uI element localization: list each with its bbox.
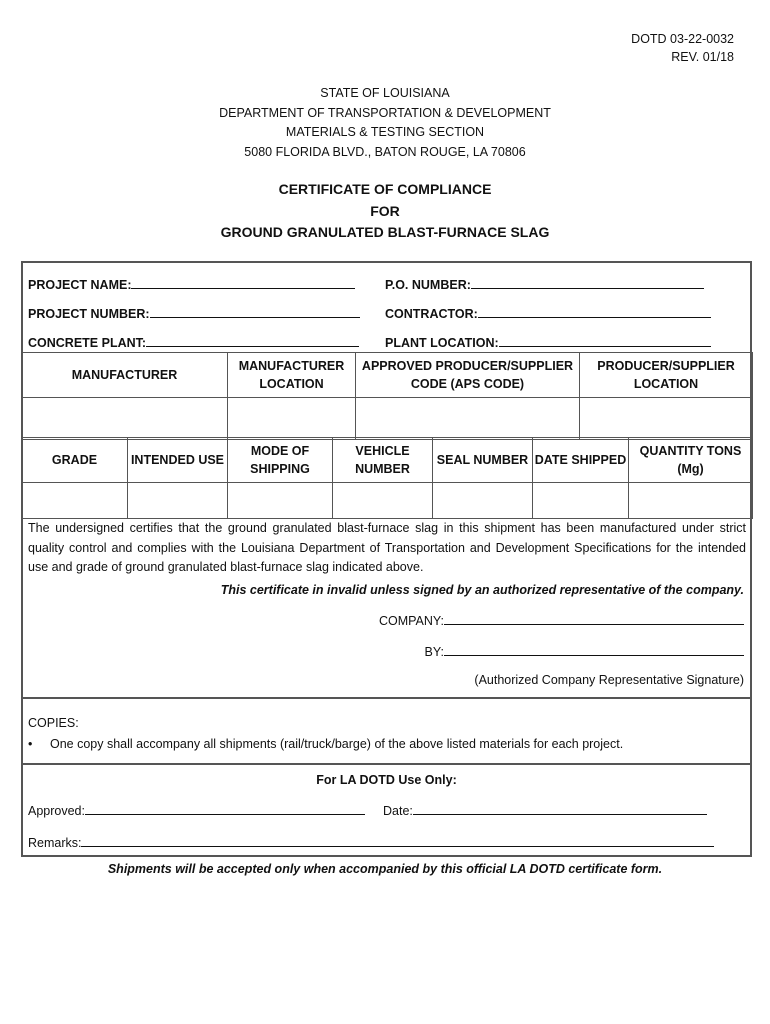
project-number-input[interactable] [150,305,360,318]
company-label: COMPANY: [378,614,444,628]
copies-label: COPIES: [28,716,79,730]
po-number-input[interactable] [471,276,704,289]
mode-of-shipping-cell[interactable] [228,483,333,519]
company-input[interactable] [444,612,744,625]
manufacturer-cell[interactable] [22,398,228,440]
title-line: GROUND GRANULATED BLAST-FURNACE SLAG [220,224,550,240]
signature-input[interactable] [444,643,744,656]
table-header: MODE OF SHIPPING [228,438,333,483]
dotd-use-title: For LA DOTD Use Only: [316,773,457,787]
po-number-field[interactable] [385,276,704,292]
contractor-label: CONTRACTOR: [385,307,478,321]
manufacturer-location-cell[interactable] [228,398,356,440]
title-line: CERTIFICATE OF COMPLIANCE [278,181,492,197]
vehicle-number-cell[interactable] [333,483,433,519]
form-identifier [631,30,734,66]
date-input[interactable] [413,802,707,815]
section-divider [21,763,752,765]
agency-line: STATE OF LOUISIANA [320,86,450,100]
form-number: DOTD 03-22-0032 [631,32,734,46]
table-header: MANUFACTURER LOCATION [228,353,356,398]
approved-field[interactable] [28,802,365,818]
contractor-field[interactable] [385,305,711,321]
plant-location-field[interactable] [385,334,711,350]
agency-line: DEPARTMENT OF TRANSPORTATION & DEVELOPMENT [219,105,551,120]
seal-number-cell[interactable] [433,483,533,519]
date-label: Date: [383,804,413,818]
by-label: BY: [424,645,444,659]
concrete-plant-input[interactable] [146,334,359,347]
project-number-field[interactable] [28,305,360,321]
remarks-input[interactable] [81,834,714,847]
plant-location-input[interactable] [499,334,711,347]
footer-note: Shipments will be accepted only when accompanied by this official LA DOTD certificate form. [107,862,663,876]
producer-location-cell[interactable] [580,398,753,440]
table-header-row [22,438,753,483]
by-field[interactable] [425,643,744,659]
bullet-icon: • [28,737,33,751]
project-name-label: PROJECT NAME: [28,278,132,292]
plant-location-label: PLANT LOCATION: [385,336,499,350]
form-revision: REV. 01/18 [671,50,734,64]
signature-caption: (Authorized Company Representative Signature) [474,673,744,687]
date-shipped-cell[interactable] [533,483,629,519]
approved-label: Approved: [28,804,85,818]
aps-code-cell[interactable] [356,398,580,440]
grade-cell[interactable] [22,483,128,519]
certification-text: The undersigned certifies that the ground granulated blast-furnace slag in this shipment has been manufactured under strict quality control and complies with the Louisiana Department of Transportation and Development Specifications for the intended use and grade of ground granulated blast-furnace slag indicated above. [28,521,746,574]
section-divider [21,697,752,699]
title-line: FOR [370,202,400,219]
approved-input[interactable] [85,802,365,815]
table-header: INTENDED USE [128,438,228,483]
quantity-cell[interactable] [629,483,753,519]
agency-line: 5080 FLORIDA BLVD., BATON ROUGE, LA 70806 [244,144,526,159]
copies-bullet [28,734,623,755]
table-header: APPROVED PRODUCER/SUPPLIER CODE (APS CODE) [356,353,580,398]
remarks-field[interactable] [28,834,714,850]
table-header: PRODUCER/SUPPLIER LOCATION [580,353,753,398]
table-header-row [22,353,753,398]
form-title [0,179,770,244]
table-header: DATE SHIPPED [533,438,629,483]
table-row [22,483,753,519]
table-header: SEAL NUMBER [433,438,533,483]
project-number-label: PROJECT NUMBER: [28,307,150,321]
concrete-plant-field[interactable] [28,334,359,350]
table-header: QUANTITY TONS (Mg) [629,438,753,483]
project-name-input[interactable] [131,276,355,289]
concrete-plant-label: CONCRETE PLANT: [28,336,147,350]
agency-address [0,84,770,162]
shipment-table [21,437,753,519]
table-header: VEHICLE NUMBER [333,438,433,483]
manufacturer-table [21,352,753,440]
copies-bullet-text: One copy shall accompany all shipments (rail/truck/barge) of the above listed materials for each project. [50,737,624,751]
table-header: MANUFACTURER [22,353,228,398]
certification-note: This certificate in invalid unless signed by an authorized representative of the company. [220,583,744,597]
intended-use-cell[interactable] [128,483,228,519]
contractor-input[interactable] [478,305,711,318]
copies-section [28,713,623,755]
po-number-label: P.O. NUMBER: [385,278,471,292]
project-name-field[interactable] [28,276,355,292]
agency-line: MATERIALS & TESTING SECTION [285,125,485,139]
company-field[interactable] [379,612,744,628]
table-row [22,398,753,440]
date-field[interactable] [383,802,707,818]
remarks-label: Remarks: [28,836,82,850]
table-header: GRADE [22,438,128,483]
